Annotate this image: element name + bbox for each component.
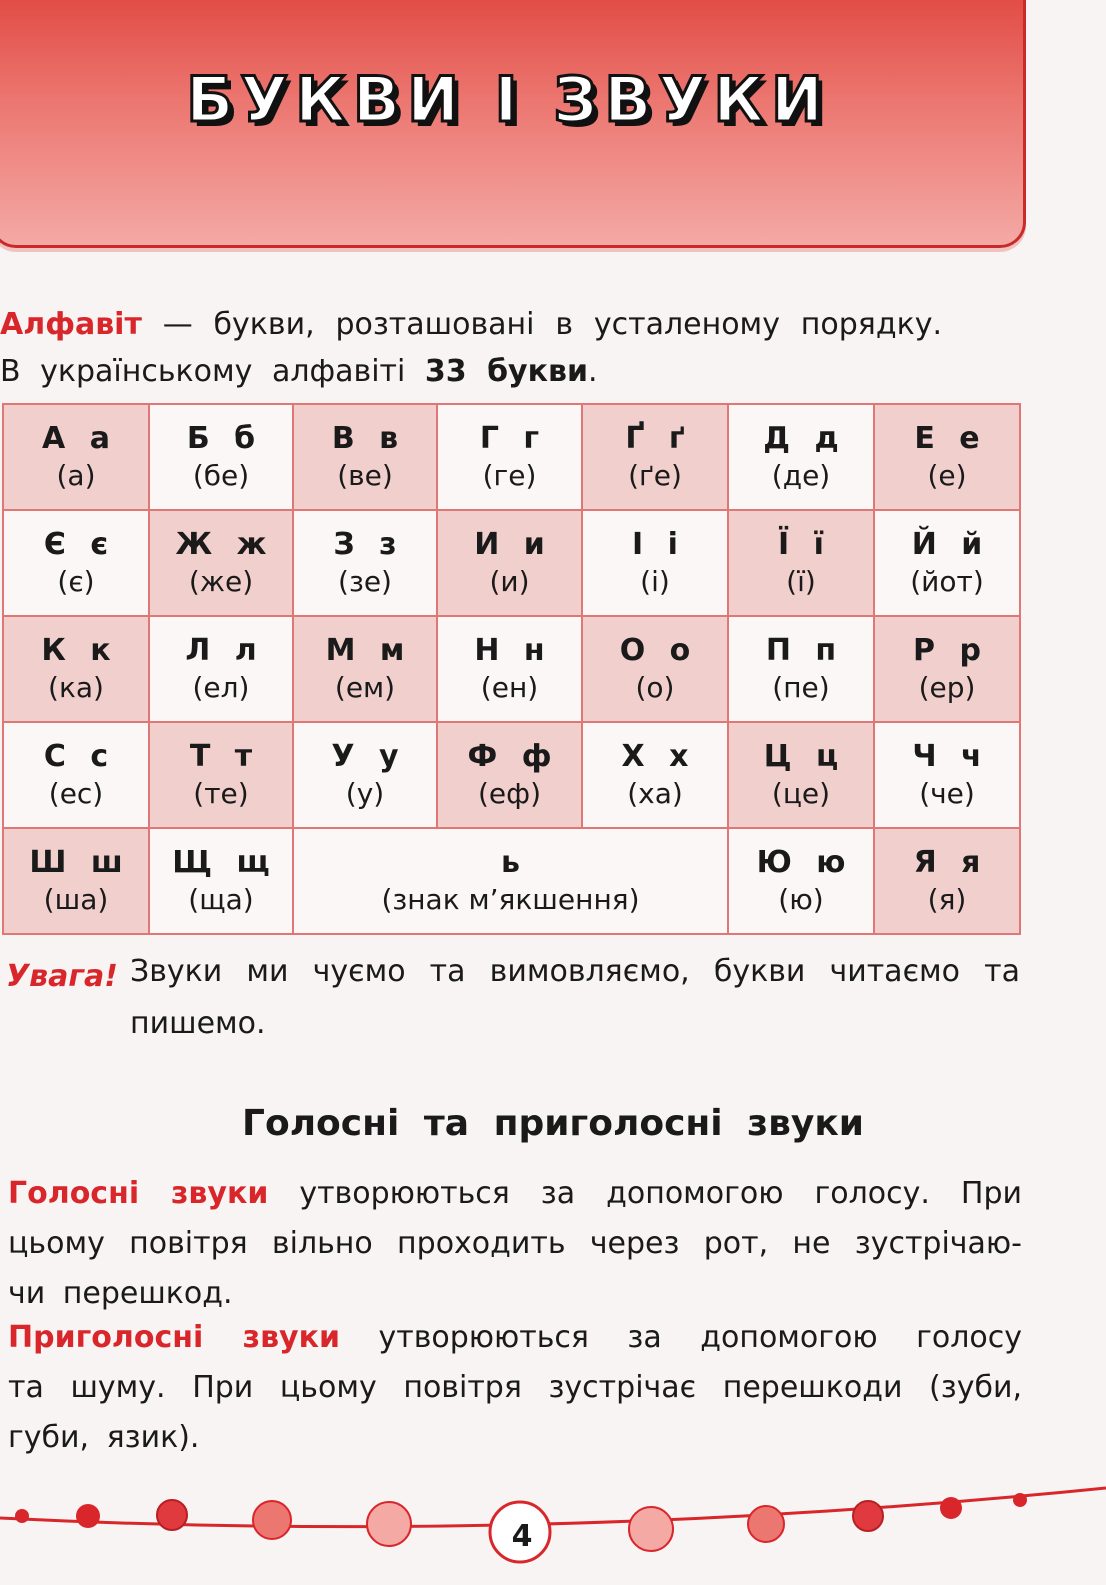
- letter-cell: [293, 722, 437, 828]
- letter-glyph: Д д: [763, 421, 839, 456]
- letter-cell: [293, 404, 437, 510]
- letter-cell: [3, 510, 149, 616]
- letter-cell: [582, 404, 728, 510]
- letter-cell: [728, 510, 874, 616]
- vowels-line1-text: утворюються за допомогою голосу. При: [268, 1176, 1022, 1211]
- vowels-line2: цьому повітря вільно проходить через рот, не зустрічаю-: [8, 1226, 1022, 1261]
- vowels-line1: [8, 1174, 1022, 1214]
- letter-glyph: Т т: [189, 739, 253, 774]
- vowels-line3: чи перешкод.: [8, 1276, 233, 1311]
- letter-glyph: Ш ш: [29, 845, 123, 880]
- letter-sound: (е): [927, 459, 967, 492]
- letter-cell: [437, 616, 582, 722]
- letter-glyph: Ч ч: [912, 739, 982, 774]
- letter-sound: (це): [771, 777, 831, 810]
- table-row: [3, 828, 1020, 934]
- letter-cell: [3, 404, 149, 510]
- decorative-dot: [853, 1501, 883, 1531]
- letter-glyph: Ґ ґ: [625, 421, 685, 456]
- consonants-line2: та шуму. При цьому повітря зустрічає перешкоди (зуби,: [8, 1370, 1022, 1405]
- decorative-dot: [15, 1509, 29, 1523]
- letter-glyph: Г г: [479, 421, 540, 456]
- letter-sound: (ї): [786, 565, 816, 598]
- letter-glyph: Я я: [913, 845, 981, 880]
- consonants-line1-text: утворюються за допомогою голосу: [340, 1320, 1023, 1355]
- letter-glyph: С с: [43, 739, 109, 774]
- letter-glyph: В в: [331, 421, 399, 456]
- letter-cell: [149, 616, 293, 722]
- letter-sound: (о): [635, 671, 675, 704]
- letter-cell: [437, 510, 582, 616]
- letter-glyph: Ж ж: [175, 527, 267, 562]
- letter-glyph: Ц ц: [763, 739, 839, 774]
- note-text-line1: Звуки ми чуємо та вимовляємо, букви читаємо та: [130, 954, 1020, 989]
- page-title: БУКВИ І ЗВУКИ: [186, 63, 830, 136]
- letter-count: 33 букви: [424, 354, 588, 389]
- letter-cell: [149, 404, 293, 510]
- decorative-dot-line: [0, 1470, 1106, 1580]
- letter-glyph: У у: [331, 739, 399, 774]
- letter-cell: [874, 828, 1020, 934]
- letter-cell: [582, 616, 728, 722]
- letter-glyph: И и: [474, 527, 545, 562]
- letter-sound: (де): [771, 459, 831, 492]
- letter-sound: (и): [489, 565, 530, 598]
- letter-cell: [728, 616, 874, 722]
- letter-glyph: Б б: [186, 421, 256, 456]
- letter-count-line: [0, 352, 700, 392]
- decorative-dot: [76, 1504, 100, 1528]
- letter-cell: [149, 828, 293, 934]
- decorative-dot: [1013, 1493, 1027, 1507]
- letter-glyph: А а: [42, 421, 110, 456]
- letter-sound: (еф): [477, 777, 541, 810]
- decorative-dot: [253, 1501, 291, 1539]
- letter-sound: (є): [57, 565, 95, 598]
- letter-sound: (же): [188, 565, 254, 598]
- letter-cell: [874, 510, 1020, 616]
- letter-glyph: М м: [325, 633, 405, 668]
- letter-cell: [293, 616, 437, 722]
- letter-cell: [293, 510, 437, 616]
- consonants-line1: [8, 1318, 1022, 1358]
- letter-sound: (че): [919, 777, 975, 810]
- letter-glyph: Й й: [911, 527, 983, 562]
- letter-glyph: Ф ф: [467, 739, 552, 774]
- count-prefix: В українському алфавіті: [0, 354, 425, 389]
- decorative-dot: [748, 1506, 784, 1542]
- section-heading: Голосні та приголосні звуки: [242, 1103, 864, 1144]
- letter-sound: (а): [56, 459, 96, 492]
- letter-glyph: Е е: [914, 421, 980, 456]
- letter-sound: (ес): [48, 777, 104, 810]
- letter-glyph: Ю ю: [756, 845, 846, 880]
- letter-sound: (ха): [627, 777, 683, 810]
- letter-sound: (знак м’якшення): [381, 883, 640, 916]
- table-row: [3, 404, 1020, 510]
- note-label: Увага!: [6, 959, 118, 994]
- letter-sound: (йот): [910, 565, 984, 598]
- table-row: [3, 510, 1020, 616]
- letter-sound: (ел): [192, 671, 250, 704]
- letter-sound: (ве): [337, 459, 393, 492]
- letter-cell: [728, 828, 874, 934]
- page-number: 4: [511, 1519, 533, 1554]
- letter-cell: [874, 722, 1020, 828]
- letter-sound: (бе): [192, 459, 250, 492]
- letter-glyph: ь: [501, 845, 520, 880]
- letter-glyph: З з: [333, 527, 397, 562]
- letter-sound: (ґе): [628, 459, 682, 492]
- letter-glyph: О о: [619, 633, 691, 668]
- letter-cell: [3, 828, 149, 934]
- soft-sign-cell: [293, 828, 728, 934]
- letter-glyph: Р р: [913, 633, 981, 668]
- letter-glyph: Щ щ: [172, 845, 270, 880]
- letter-cell: [582, 510, 728, 616]
- letter-glyph: Н н: [474, 633, 545, 668]
- table-row: [3, 616, 1020, 722]
- decorative-dot: [940, 1497, 962, 1519]
- letter-glyph: Л л: [185, 633, 257, 668]
- letter-cell: [437, 404, 582, 510]
- letter-sound: (ща): [188, 883, 254, 916]
- letter-cell: [3, 616, 149, 722]
- alphabet-definition: [0, 305, 942, 345]
- consonants-term: Приголосні звуки: [8, 1320, 340, 1355]
- alphabet-term: Алфавіт: [0, 307, 142, 342]
- letter-sound: (ша): [43, 883, 109, 916]
- decorative-dot: [367, 1502, 411, 1546]
- letter-sound: (ер): [918, 671, 976, 704]
- alphabet-definition-text: — букви, розташовані в усталеному порядку.: [141, 307, 942, 342]
- letter-sound: (ю): [778, 883, 824, 916]
- letter-cell: [728, 404, 874, 510]
- decorative-dot: [629, 1507, 673, 1551]
- table-row: [3, 722, 1020, 828]
- letter-sound: (я): [927, 883, 967, 916]
- letter-glyph: К к: [41, 633, 111, 668]
- letter-cell: [437, 722, 582, 828]
- letter-sound: (ге): [482, 459, 537, 492]
- letter-sound: (ем): [334, 671, 396, 704]
- letter-glyph: І і: [632, 527, 678, 562]
- letter-cell: [149, 510, 293, 616]
- note-text-line2: пишемо.: [130, 1006, 266, 1041]
- title-banner: [0, 0, 1026, 248]
- letter-cell: [149, 722, 293, 828]
- letter-sound: (і): [640, 565, 670, 598]
- letter-glyph: П п: [765, 633, 837, 668]
- letter-sound: (зе): [338, 565, 392, 598]
- decorative-dot: [157, 1500, 187, 1530]
- alphabet-table: [2, 403, 1021, 935]
- letter-sound: (пе): [772, 671, 830, 704]
- letter-glyph: Ї ї: [778, 527, 824, 562]
- letter-cell: [582, 722, 728, 828]
- letter-cell: [3, 722, 149, 828]
- letter-cell: [874, 404, 1020, 510]
- count-suffix: .: [587, 354, 598, 389]
- letter-cell: [728, 722, 874, 828]
- letter-sound: (те): [193, 777, 249, 810]
- letter-sound: (ен): [480, 671, 539, 704]
- letter-sound: (ка): [48, 671, 104, 704]
- vowels-term: Голосні звуки: [8, 1176, 269, 1211]
- consonants-line3: губи, язик).: [8, 1420, 200, 1455]
- letter-glyph: Є є: [43, 527, 109, 562]
- letter-glyph: Х х: [621, 739, 689, 774]
- letter-cell: [874, 616, 1020, 722]
- letter-sound: (у): [345, 777, 385, 810]
